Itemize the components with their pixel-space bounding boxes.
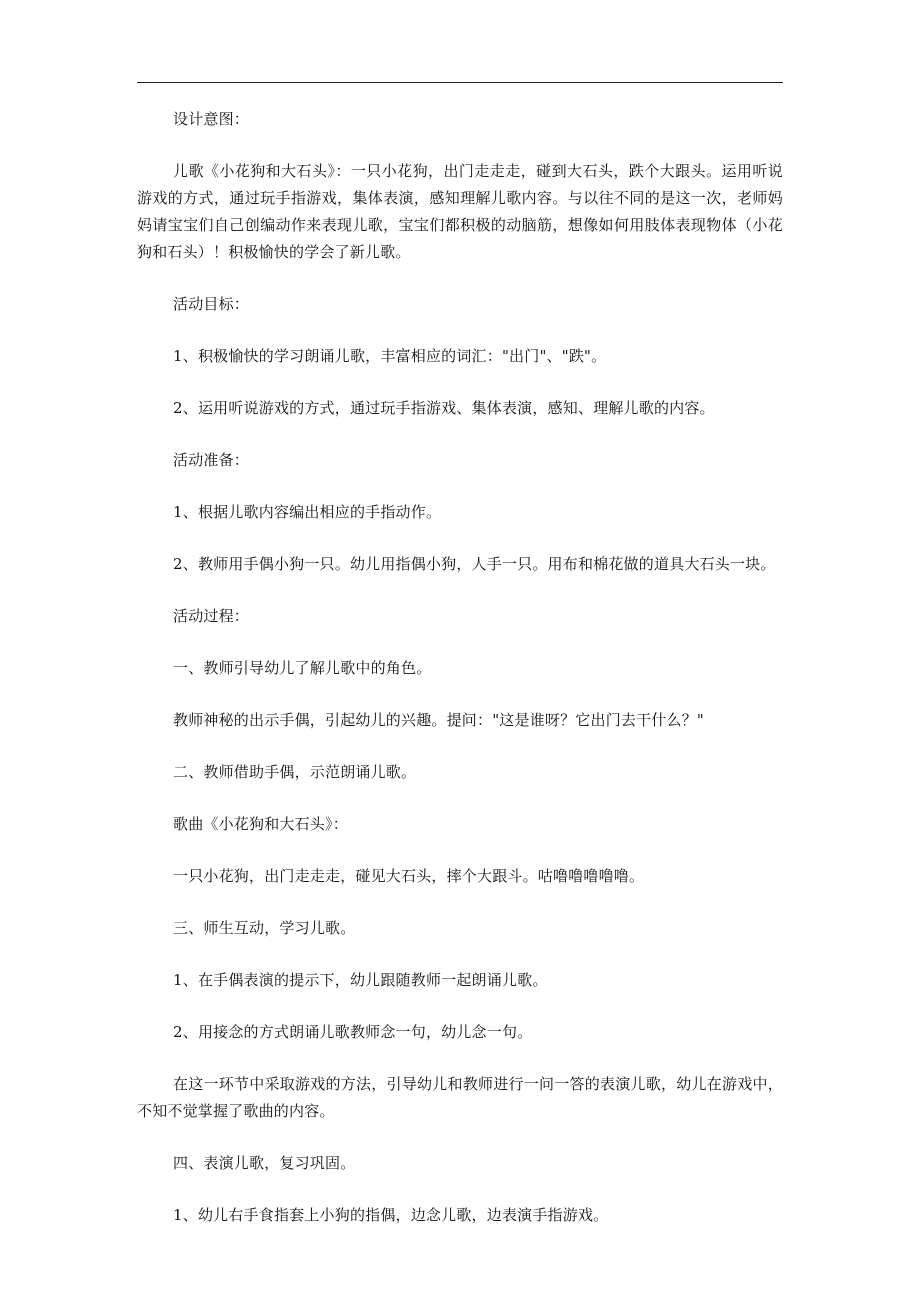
step-3-item-1: 1、在手偶表演的提示下，幼儿跟随教师一起朗诵儿歌。 <box>173 971 548 989</box>
process-step-4: 四、表演儿歌，复习巩固。 <box>173 1154 356 1172</box>
prep-item-1: 1、根据儿歌内容编出相应的手指动作。 <box>173 503 442 521</box>
paragraph-design-intent: 儿歌《小花狗和大石头》：一只小花狗，出门走走走，碰到大石头，跌个大跟头。运用听说游戏的方式，通过玩手指游戏，集体表演，感知理解儿歌内容。与以往不同的是这一次，老师妈妈请宝宝们自己创编动作来表现儿歌，宝宝们都积极的动脑筋，想像如何用肢体表现物体（小花狗和石头）！积极愉快的学会了新儿歌。 <box>137 162 783 261</box>
heading-activity-process: 活动过程： <box>173 607 250 625</box>
process-step-2: 二、教师借助手偶，示范朗诵儿歌。 <box>173 763 417 781</box>
process-step-1: 一、教师引导幼儿了解儿歌中的角色。 <box>173 659 432 677</box>
step-4-item-1: 1、幼儿右手食指套上小狗的指偶，边念儿歌，边表演手指游戏。 <box>173 1206 609 1224</box>
document-body <box>137 106 783 1229</box>
heading-activity-goals: 活动目标： <box>173 295 250 313</box>
song-lyrics: 一只小花狗，出门走走走，碰见大石头，摔个大跟斗。咕噜噜噜噜噜。 <box>173 867 645 885</box>
song-title: 歌曲《小花狗和大石头》： <box>173 815 348 833</box>
heading-activity-prep: 活动准备： <box>173 451 250 469</box>
process-step-1-detail: 教师神秘的出示手偶，引起幼儿的兴趣。提问："这是谁呀？它出门去干什么？" <box>173 711 705 729</box>
goal-item-2: 2、运用听说游戏的方式，通过玩手指游戏、集体表演，感知、理解儿歌的内容。 <box>173 399 715 417</box>
heading-design-intent: 设计意图： <box>173 110 250 128</box>
process-step-3: 三、师生互动，学习儿歌。 <box>173 919 356 937</box>
step-3-note: 在这一环节中采取游戏的方法，引导幼儿和教师进行一问一答的表演儿歌，幼儿在游戏中，不知不觉掌握了歌曲的内容。 <box>137 1075 783 1120</box>
step-3-item-2: 2、用接念的方式朗诵儿歌教师念一句，幼儿念一句。 <box>173 1023 533 1041</box>
goal-item-1: 1、积极愉快的学习朗诵儿歌，丰富相应的词汇："出门"、"跌"。 <box>173 347 607 365</box>
prep-item-2: 2、教师用手偶小狗一只。幼儿用指偶小狗，人手一只。用布和棉花做的道具大石头一块。 <box>173 555 776 573</box>
header-rule <box>137 82 783 83</box>
